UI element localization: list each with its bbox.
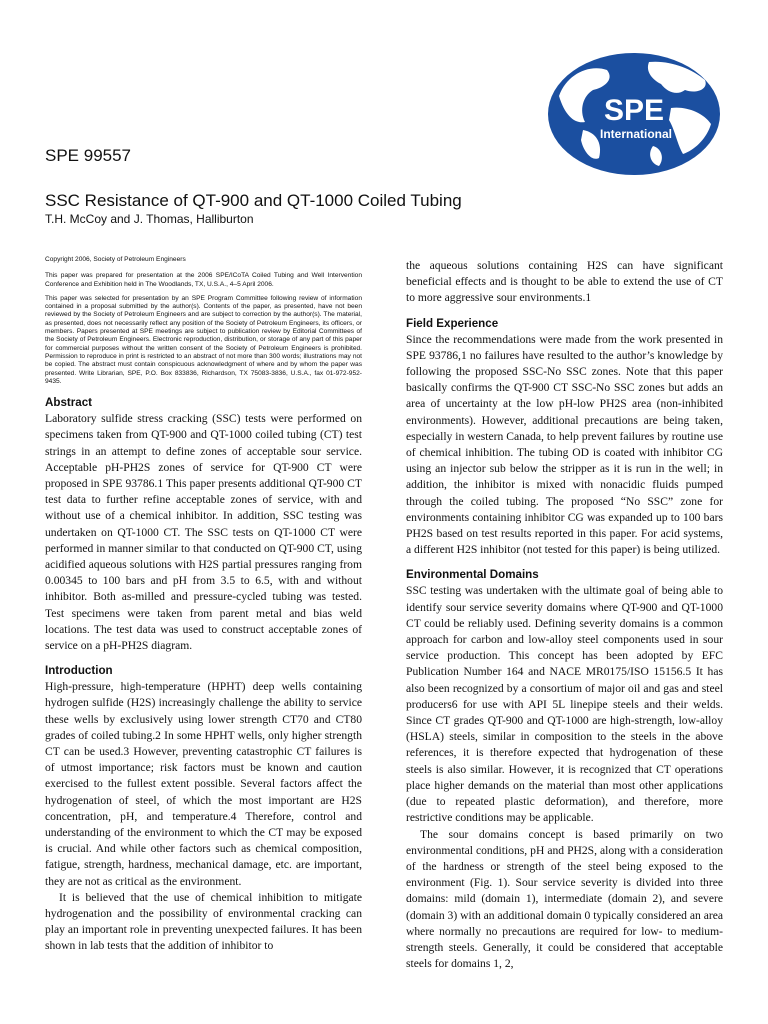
paper-authors: T.H. McCoy and J. Thomas, Halliburton — [45, 212, 254, 226]
environmental-domains-paragraph-1: SSC testing was undertaken with the ultimate goal of being able to identify sour service severity domains where QT-900 and QT-1000 CT could be reliably used. Defining severity domains is a common approach for carbon and low-alloy steel components used in sour service production. This concept has been adopted by EFC Publication Number 164 and NACE MR0175/ISO 15156.5 It has also been recognized by a consortium of major oil and gas and steel producers6 for use with API 5L linepipe steels and their welds. Since CT grades QT-900 and QT-1000 are high-strength, low-alloy (HSLA) steels, similar in composition to the steels in the above references, it is therefore expected that hydrogenation of these steels is also similar. However, it is recognized that CT operations place higher demands on the material than most other applications (due to repeated plastic deformation), and therefore, more restrictive conditions may be applicable. — [406, 584, 723, 825]
paper-number: SPE 99557 — [45, 146, 132, 165]
introduction-paragraph-1: High-pressure, high-temperature (HPHT) deep wells containing hydrogen sulfide (H2S) increasingly challenge the ability to service these wells by exclusively using lower strength CT70 and CT80 grades of coiled tubing.2 In some HPHT wells, only higher strength CT can be used.3 However, preventing catastrophic CT failures is of utmost importance; risk factors must be known and caution exercised to the fullest extent possible. Several factors affect the hydrogenation of steel, of which the most important are H2S concentration, pH, and temperature.4 Therefore, control and understanding of the environment to which the CT may be exposed is crucial. And while other factors such as chemical composition, fatigue, strength, hardness, mechanical damage, etc. are important, they are not as critical as the environment. — [45, 680, 362, 888]
introduction-paragraph-2: It is believed that the use of chemical inhibition to mitigate hydrogenation and the possibility of environmental cracking can play an important role in preventing unexpected failures. It has been shown in lab tests that the addition of inhibitor to — [45, 890, 362, 953]
introduction-heading: Introduction — [45, 664, 113, 678]
left-column — [45, 256, 362, 955]
field-experience-heading: Field Experience — [406, 316, 499, 330]
logo-text: SPE — [603, 94, 665, 127]
environmental-domains-heading: Environmental Domains — [406, 568, 539, 582]
copyright-notice: Copyright 2006, Society of Petroleum Engineers — [45, 256, 186, 263]
abstract-heading: Abstract — [45, 396, 93, 410]
field-experience-text: Since the recommendations were made from the work presented in SPE 93786,1 no failures have resulted to the author’s knowledge by following the proposed SSC-No SSC zones. Note that this paper basically confirms the QT-900 CT SSC-No SSC zones but adds an area of uncertainty at the low pH-low PH2S area (non-inhibited environments). However, additional precautions are being taken, especially in western Canada, to help prevent failures by routine use of chemical inhibition. The tubing OD is coated with inhibitor CG using an injector sub below the stripper as it is run in the well; in addition, the inhibitor is mixed with nonacidic fluids pumped through the coiled tubing. The proposed “No SSC” zone for environments containing inhibitor CG was expanded up to 100 bars PH2S based on test results reported in this paper. For acid systems, a different H2S inhibitor (not tested for this paper) is being utilized. — [406, 332, 723, 557]
selection-notice: This paper was selected for presentation by an SPE Program Committee following review of information contained in a proposal submitted by the author(s). Contents of the paper, as presented, have not been reviewed by the Society of Petroleum Engineers and are subject to correction by the author(s). The material, as presented, does not necessarily reflect any position of the Society of Petroleum Engineers, its officers, or members. Papers presented at SPE meetings are subject to publication review by Editorial Committees of the Society of Petroleum Engineers. Electronic reproduction, distribution, or storage of any part of this paper for commercial purposes without the written consent of the Society of Petroleum Engineers is prohibited. Permission to reproduce in print is restricted to an abstract of not more than 300 words; illustrations may not be copied. The abstract must contain conspicuous acknowledgment of where and by whom the paper was presented. Write Librarian, SPE, P.O. Box 833836, Richardson, TX 75083-3836, U.S.A., fax 01-972-952-9435. — [45, 294, 362, 385]
spe-international-logo — [545, 50, 723, 178]
right-column — [406, 258, 723, 972]
introduction-paragraph-2-continued: the aqueous solutions containing H2S can have significant beneficial effects and is thought to be able to extend the use of CT to more aggressive sour environments.1 — [406, 259, 723, 305]
abstract-text: Laboratory sulfide stress cracking (SSC) tests were performed on specimens taken from QT-900 and QT-1000 coiled tubing (CT) test strings in an attempt to define zones of acceptable sour service. Acceptable pH-PH2S zones of service for QT-900 CT were proposed in SPE 93786.1 This paper presents additional QT-900 CT test data to further refine acceptable zones of service, with and without use of a chemical inhibitor. In addition, SSC testing was undertaken on QT-1000 CT. The SSC tests on QT-1000 CT were performed in manner similar to that conducted on QT-900 CT, using acidified aqueous solutions with H2S partial pressures ranging from 0.00345 to 100 bars and pH from 3.5 to 6.5, with and without inhibitor. Both as-milled and pressure-cycled tubing was tested. Test specimens were taken from parent metal and bias weld locations. The test data was used to construct acceptable zones of service on a pH-PH2S diagram. — [45, 412, 362, 652]
paper-title: SSC Resistance of QT-900 and QT-1000 Coiled Tubing — [45, 191, 462, 210]
conference-notice: This paper was prepared for presentation at the 2006 SPE/ICoTA Coiled Tubing and Well Intervention Conference and Exhibition held in The Woodlands, TX, U.S.A., 4–5 April 2006. — [45, 272, 362, 288]
logo-subtext: International — [599, 127, 673, 141]
environmental-domains-paragraph-2: The sour domains concept is based primarily on two environmental conditions, pH and PH2S, along with a consideration of the hardness or strength of the steel being exposed to the environment (Fig. 1). Sour service severity is divided into three domains: mild (domain 1), intermediate (domain 2), and severe (domain 3) with an additional domain 0 typically considered an area where normally no precautions are required for low- to medium-strength steels. Generally, it could be considered that acceptable steels for domains 1, 2, — [406, 827, 723, 971]
